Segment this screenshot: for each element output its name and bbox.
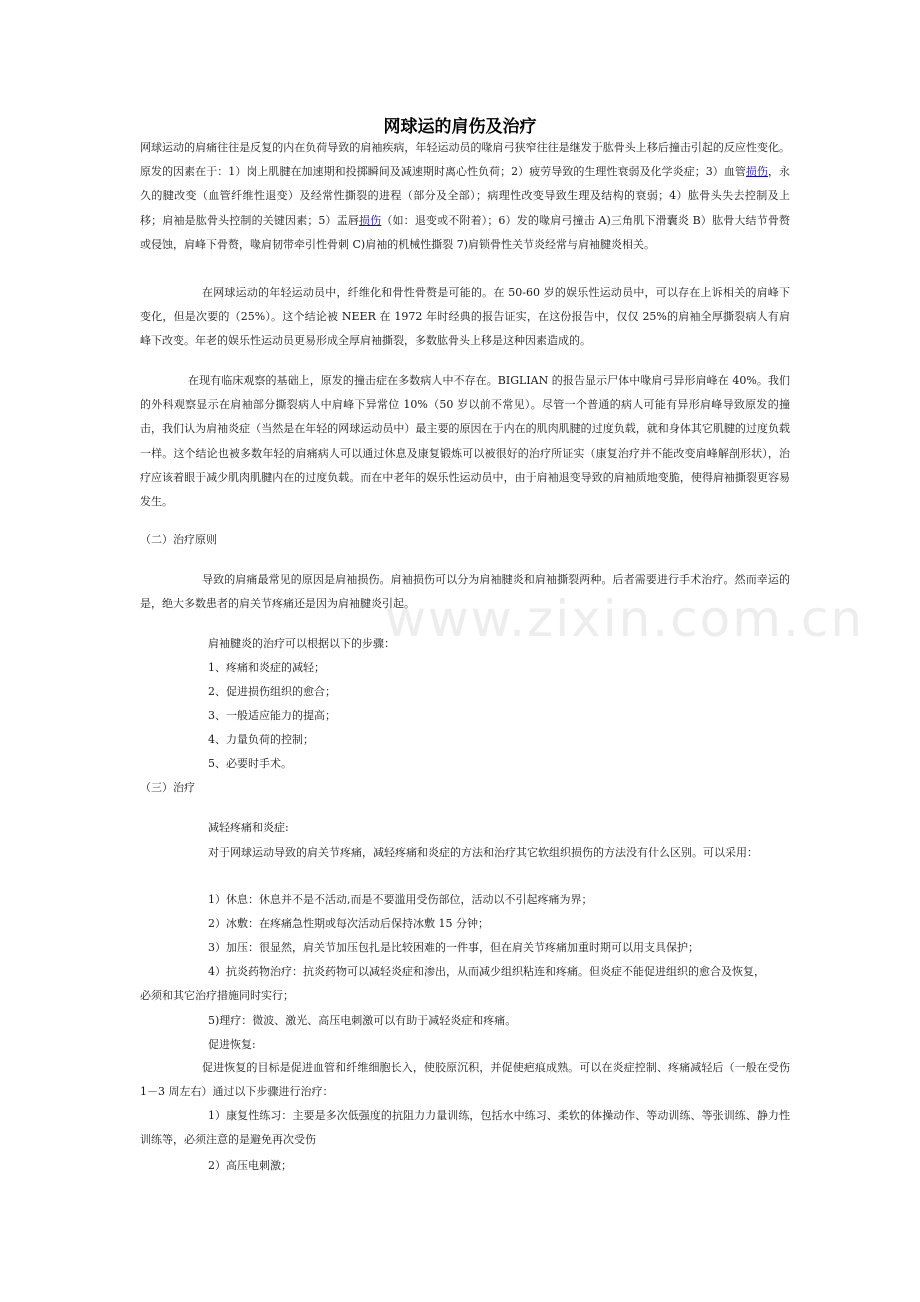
section-2-paragraph: 导致的肩痛最常见的原因是肩袖损伤。肩袖损伤可以分为肩袖腱炎和肩袖撕裂两种。后者需要进行手术治疗。然而幸运的是，绝大多数患者的肩关节疼痛还是因为肩袖腱炎引起。 <box>140 573 790 611</box>
step-item-4: 4、力量负荷的控制； <box>208 733 314 746</box>
promote-recovery-paragraph: 促进恢复的目标是促进血管和纤维细胞长入，使胶原沉积，并促使疤痕成熟。可以在炎症控制、疼痛减轻后（一般在受伤 1－3 周左右）通过以下步骤进行治疗： <box>140 1061 790 1099</box>
paragraph-clinical-observation: 在现有临床观察的基础上，原发的撞击症在多数病人中不存在。BIGLIAN 的报告显示尸体中喙肩弓异形肩峰在 40%。我们的外科观察显示在肩袖部分撕裂病人中肩峰下异常位 10%（50 岁以前不常见）。尽管一个普通的病人可能有异形肩峰导致原发的撞击，我们认为肩袖炎症（当然是在年轻的网球运动员中）最主要的原因在于内在的肌肉肌腱的过度负载，就和身体其它肌腱的过度负载一样。这个结论也被多数年轻的肩痛病人可以通过休息及康复锻炼可以被很好的治疗所证实（康复治疗并不能改变肩峰解剖形状），治疗应该着眼于减少肌肉肌腱内在的过度负载。而在中老年的娱乐性运动员中，由于肩袖退变导致的肩袖质地变脆，使得肩袖撕裂更容易发生。 <box>140 374 790 509</box>
step-item-1: 1、疼痛和炎症的减轻； <box>208 661 325 674</box>
treatment-item-physio: 5)理疗：微波、激光、高压电刺激可以有助于减轻炎症和疼痛。 <box>208 1014 517 1027</box>
document-title: 网球运的肩伤及治疗 <box>383 117 537 137</box>
section-2-heading: （二）治疗原则 <box>140 533 217 546</box>
intro-text-2: ，永久的腱改变（血管纤维性退变）及经常性撕裂的进程（部分及全部）；病理性改变导致生理及结构的衰弱；4）肱骨头失去控制及上移；肩袖是肱骨头控制的关键因素；5）盂唇 <box>140 165 791 227</box>
injury-link-2[interactable]: 损伤 <box>359 213 382 227</box>
treatment-item-ice: 2）冰敷：在疼痛急性期或每次活动后保持冰敷 15 分钟； <box>208 917 489 930</box>
treatment-item-medication-cont: 必须和其它治疗措施同时实行； <box>140 989 294 1002</box>
step-item-2: 2、促进损伤组织的愈合； <box>208 685 336 698</box>
step-item-3: 3、一般适应能力的提高； <box>208 709 336 722</box>
paragraph-young-athletes: 在网球运动的年轻运动员中，纤维化和骨性骨赘是可能的。在 50-60 岁的娱乐性运动员中，可以存在上诉相关的肩峰下变化，但是次要的（25%）。这个结论被 NEER 在 1972 年时经典的报告证实，在这份报告中，仅仅 25%的肩袖全厚撕裂病人有肩峰下改变。年老的娱乐性运动员更易形成全厚肩袖撕裂，多数肱骨头上移是这种因素造成的。 <box>140 286 790 348</box>
injury-link-1[interactable]: 损伤 <box>745 165 768 179</box>
section-3-heading: （三）治疗 <box>140 781 195 794</box>
treatment-item-medication: 4）抗炎药物治疗：抗炎药物可以减轻炎症和渗出，从而减少组织粘连和疼痛。但炎症不能促进组织的愈合及恢复， <box>208 965 765 978</box>
subheading-promote-recovery: 促进恢复: <box>208 1038 256 1051</box>
intro-text-1: 网球运动的肩痛往往是反复的内在负荷导致的肩袖疾病，年轻运动员的喙肩弓狭窄往往是继发于肱骨头上移后撞击引起的反应性变化。原发的因素在于：1）岗上肌腱在加速期和投掷瞬间及减速期时离心性负荷；2）疲劳导致的生理性衰弱及化学炎症；3）血管 <box>140 141 790 179</box>
intro-text-3: （如：退变或不附着）；6）发的喙肩弓撞击 A)三角肌下滑囊炎 B）肱骨大结节骨赘或侵蚀，肩峰下骨赘，喙肩韧带牵引性骨刺 C)肩袖的机械性撕裂 7)肩锁骨性关节炎经常与肩袖腱炎相关。 <box>140 213 791 251</box>
step-item-5: 5、必要时手术。 <box>208 757 292 770</box>
subheading-reduce-pain: 减轻疼痛和炎症: <box>208 821 289 834</box>
steps-intro: 肩袖腱炎的治疗可以根据以下的步骤： <box>208 637 395 650</box>
recovery-item-rehab: 1）康复性练习：主要是多次低强度的抗阻力力量训练，包括水中练习、柔软的体操动作、等动训练、等张训练、静力性训练等，必须注意的是避免再次受伤 <box>140 1109 790 1147</box>
treatment-item-rest: 1）休息：休息并不是不活动,而是不要滥用受伤部位，活动以不引起疼痛为界； <box>208 893 593 906</box>
reduce-pain-intro: 对于网球运动导致的肩关节疼痛，减轻疼痛和炎症的方法和治疗其它软组织损伤的方法没有什么区别。可以采用： <box>208 846 758 859</box>
intro-paragraph <box>140 136 790 257</box>
watermark: www.zixin.com.cn <box>385 590 865 648</box>
recovery-item-electro: 2）高压电刺激； <box>208 1159 292 1172</box>
treatment-item-compression: 3）加压：很显然，肩关节加压包扎是比较困难的一件事，但在肩关节疼痛加重时期可以用支具保护； <box>208 941 699 954</box>
